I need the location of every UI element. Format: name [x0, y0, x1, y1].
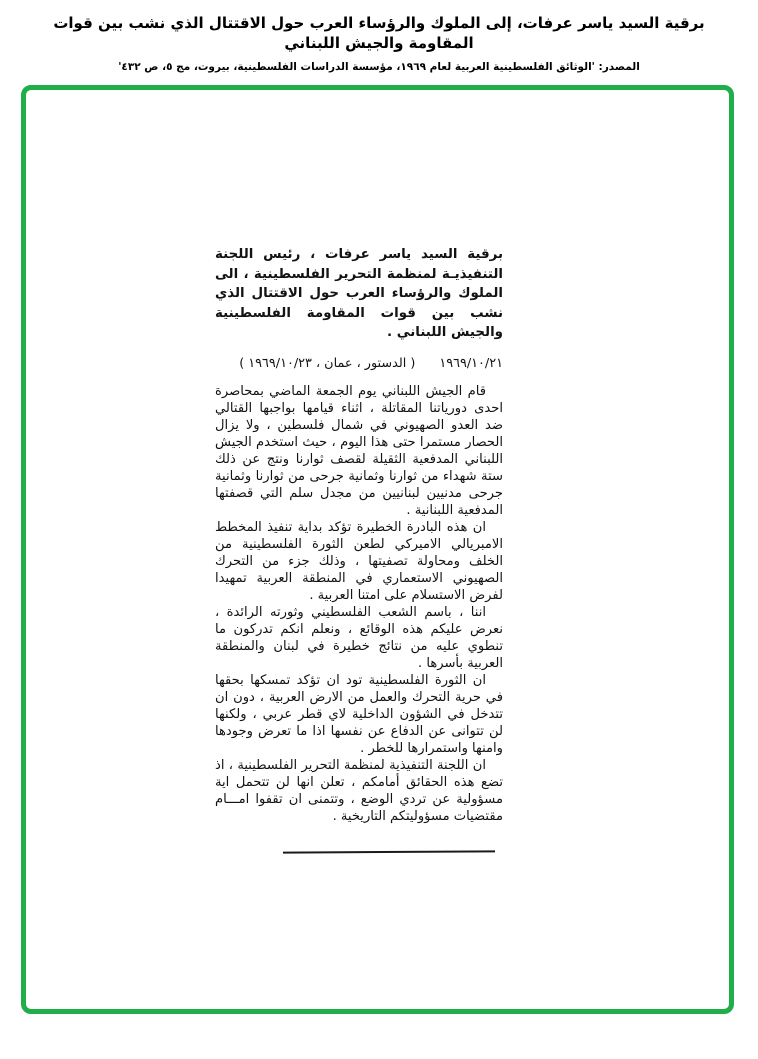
telegram-paragraph-2: ان هذه البادرة الخطيرة تؤكد بداية تنفيذ المخطط الامبريالي الاميركي لطعن الثورة الفلسطينية من الخلف ومحاولة تصفيتها ، وذلك جزء من التحرك الصهيوني الاستعماري في المنطقة العربية تمهيدا لفرض الاستسلام على امتنا العربية .	[215, 519, 503, 603]
newspaper-citation: ( الدستور ، عمان ، ١٩٦٩/١٠/٢٣ )	[239, 355, 416, 371]
telegram-paragraph-3: اننا ، باسم الشعب الفلسطيني وثورته الرائدة ، نعرض عليكم هذه الوقائع ، ونعلم انكم تدركون ما تنطوي عليه من نتائج خطيرة في لبنان والمنطقة العربية بأسرها .	[215, 604, 503, 671]
telegram-paragraph-4: ان الثورة الفلسطينية تود ان تؤكد تمسكها بحقها في حرية التحرك والعمل من الارض العربية ، دون ان تتدخل في الشؤون الداخلية لاي قطر عربي ، ولكنها لن تتوانى عن الدفاع عن نفسها اذا ما تعرض وجودها وامنها واستمرارها للخطر .	[215, 672, 503, 756]
page-header	[0, 13, 758, 73]
telegram-paragraph-1: قام الجيش اللبناني يوم الجمعة الماضي بمحاصرة احدى دورياتنا المقاتلة ، اثناء قيامها بواجبها القتالي ضد العدو الصهيوني في شمال فلسطين ، ولا يزال الحصار مستمرا حتى هذا اليوم ، حيث استخدم الجيش اللبناني المدفعية الثقيلة لقصف ثوارنا ونتج عن ذلك ستة شهداء من ثوارنا وثمانية جرحى من ثوارنا وثمانية جرحى مدنيين لبنانيين من مجدل سلم التي قصفتها المدفعية اللبنانية .	[215, 383, 503, 518]
header-title: برقية السيد ياسر عرفات، إلى الملوك والرؤساء العرب حول الاقتتال الذي نشب بين قوات المقاومة والجيش اللبناني	[53, 14, 705, 52]
telegram-date-line	[215, 356, 503, 372]
telegram-body	[215, 383, 503, 825]
telegram-paragraph-5: ان اللجنة التنفيذية لمنظمة التحرير الفلسطينية ، اذ تضع هذه الحقائق أمامكم ، تعلن انها لن تتحمل اية مسؤولية عن تردي الوضع ، وتتمنى ان تقفوا امـــام مقتضيات مسؤوليتكم التاريخية .	[215, 757, 503, 824]
scanned-text-column	[215, 245, 503, 853]
telegram-heading: برقية السيد ياسر عرفات ، رئيس اللجنة التنفيذيـة لمنظمة التحرير الفلسطينية ، الى الملوك والرؤساء العرب حول الاقتتال الذي نشب بين قوات المقاومة الفلسطينية والجيش اللبناني .	[215, 247, 503, 340]
telegram-date: ١٩٦٩/١٠/٢١	[439, 355, 503, 371]
document-frame	[21, 85, 734, 1014]
header-source-citation: المصدر: 'الوثائق الفلسطينية العربية لعام ١٩٦٩، مؤسسة الدراسات الفلسطينية، بيروت، مج ٥، ص ٤٣٢'	[118, 61, 640, 73]
separator-rule	[283, 850, 495, 853]
